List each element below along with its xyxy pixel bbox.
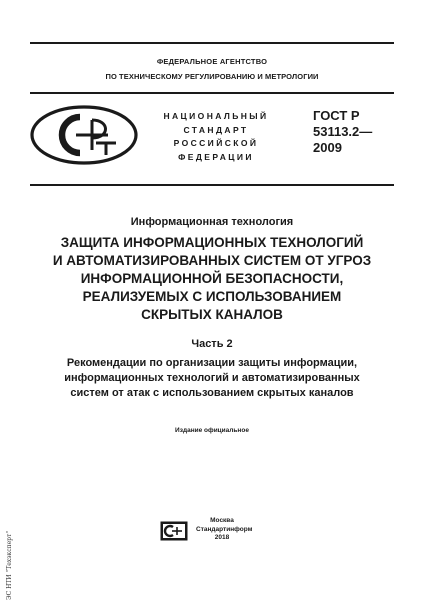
- header-bottom-rule: [30, 92, 394, 94]
- main-title-line-5: СКРЫТЫХ КАНАЛОВ: [141, 307, 283, 322]
- publisher-city: Москва: [210, 517, 234, 524]
- subtitle: [0, 356, 424, 401]
- main-title-line-4: РЕАЛИЗУЕМЫХ С ИСПОЛЬЗОВАНИЕМ: [82, 289, 342, 304]
- subtitle-line-1: Рекомендации по организации защиты информации,: [66, 357, 358, 369]
- natstd-line-1: НАЦИОНАЛЬНЫЙ: [163, 111, 269, 121]
- gost-line-3: 2009: [313, 140, 342, 155]
- main-title-line-3: ИНФОРМАЦИОННОЙ БЕЗОПАСНОСТИ,: [80, 271, 344, 286]
- gost-number: [313, 108, 372, 156]
- main-title: [0, 234, 424, 324]
- natstd-line-2: СТАНДАРТ: [183, 124, 249, 135]
- watermark-text: ЭС НТИ "Техэксперт": [6, 530, 13, 600]
- publisher-name: Стандартинформ: [196, 525, 253, 533]
- gost-line-1: ГОСТ Р: [313, 108, 360, 123]
- publisher-block: [196, 517, 253, 543]
- agency-line-2: ПО ТЕХНИЧЕСКОМУ РЕГУЛИРОВАНИЮ И МЕТРОЛОГИИ: [105, 72, 319, 81]
- gost-r-logo-icon: [30, 105, 138, 165]
- agency-line-1: ФЕДЕРАЛЬНОЕ АГЕНТСТВО: [156, 57, 268, 66]
- top-rule: [30, 42, 394, 44]
- main-title-line-2: И АВТОМАТИЗИРОВАННЫХ СИСТЕМ ОТ УГРОЗ: [52, 253, 372, 268]
- publisher-year: 2018: [214, 534, 230, 541]
- standard-bottom-rule: [30, 184, 394, 186]
- standartinform-logo-icon: [160, 521, 188, 541]
- natstd-line-4: ФЕДЕРАЦИИ: [178, 151, 254, 162]
- natstd-line-3: РОССИЙСКОЙ: [173, 138, 259, 148]
- edition-label: Издание официальное: [175, 427, 249, 434]
- national-standard-label: [150, 110, 282, 164]
- gost-line-2: 53113.2—: [313, 124, 373, 139]
- series-title: Информационная технология: [130, 216, 294, 228]
- subtitle-line-2: информационных технологий и автоматизированных: [64, 372, 360, 384]
- main-title-line-1: ЗАЩИТА ИНФОРМАЦИОННЫХ ТЕХНОЛОГИЙ: [60, 235, 364, 250]
- subtitle-line-3: систем от атак с использованием скрытых каналов: [70, 387, 354, 399]
- part-label: Часть 2: [191, 338, 233, 350]
